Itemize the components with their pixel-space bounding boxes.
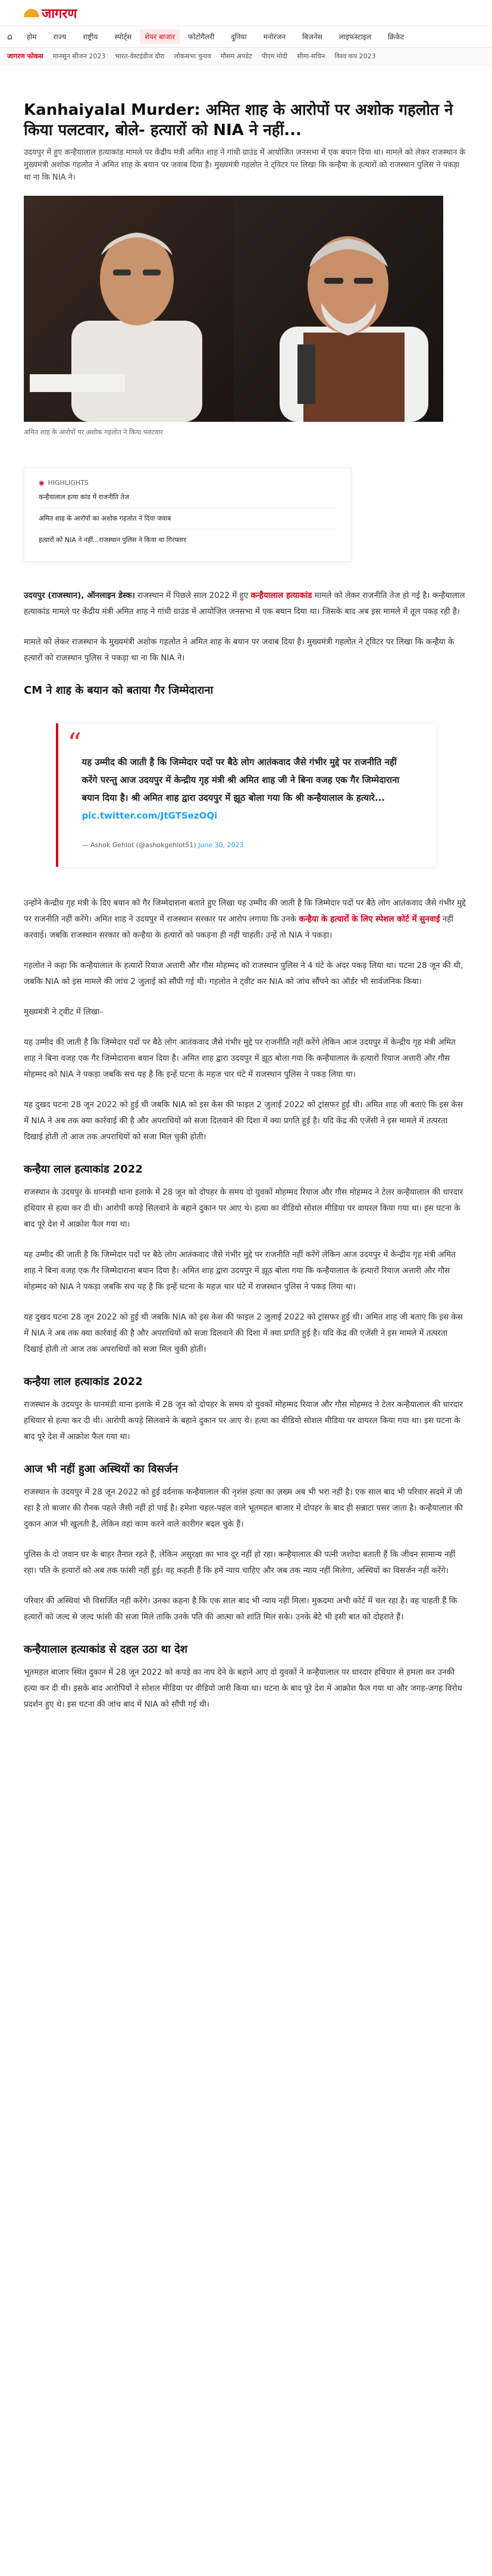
trending-item[interactable]: मानसून सीजन 2023 — [52, 52, 106, 60]
section-heading: कन्हैयालाल हत्याकांड से दहल उठा था देश — [24, 1643, 187, 1656]
paragraph: मामले को लेकर राजस्थान के मुख्यमंत्री अशोक गहलोत ने अमित शाह के बयान पर जवाब दिया है। मुख्यमंत्री गहलोत ने ट्विटर पर लिखा कि कन्हैया के हत्यारों को राजस्थान पुलिस ने पकड़ा था ना कि NIA ने। — [24, 637, 455, 663]
paragraph: राजस्थान के उदयपुर के धानमंडी थाना इलाके में 28 जून को दोपहर के समय दो युवकों मोहम्मद रियाज और गौस मोहम्मद ने टेलर कन्हैयालाल की धारदार हथियार से हत्या कर दी थी। आरोपी कपड़े सिलवाने के बहाने दुकान पर आए थे। हत्या का वीडियो सोशल मीडिया पर वायरल किया गया था। इस घटना के बाद पूरे देश में आक्रोश फैल गया था। — [24, 1187, 463, 1229]
hero-image — [24, 196, 443, 422]
paragraph: परिवार की अस्थियां भी विसर्जित नहीं करेंगे। उनका कहना है कि एक साल बाद भी न्याय नहीं मिला। मुकदमा अभी कोर्ट में चल रहा है। वह चाहती हैं कि हत्यारों को जल्द से जल्द फांसी की सजा मिले ताकि उनके पति की आत्मा को शांति मिल सके। उनके बेटे भी इसी बात को दोहराते हैं। — [24, 1596, 457, 1622]
tweet-date[interactable]: June 30, 2023 — [198, 841, 244, 849]
hero-illustration — [24, 196, 443, 422]
trending-bar — [0, 48, 492, 65]
paragraph-text: मामले को लेकर राजनीति तेज हो गई है। कन्हैयालाल हत्याकांड मामले पर केंद्रीय मंत्री अमित शाह ने गांधी ग्राउंड में आयोजित जनसभा में एक बयान दिया था। जिसके बाद अब इस मामले में तूल पकड़ रही है। — [24, 591, 465, 616]
paragraph: यह दुखद घटना 28 जून 2022 को हुई थी जबकि NIA को इस केस की फाइल 2 जुलाई 2022 को ट्रांसफर हुई थी। अमित शाह जी बताएं कि इस केस में NIA ने अब तक क्या कार्रवाई की है और अपराधियों को सजा दिलवाने की दिशा में क्या प्रगति हुई है। यदि केंद्र की एजेंसी ने इस मामले में तत्परता दिखाई होती तो आज तक अपराधियों को सजा मिल चुकी होती। — [24, 1100, 463, 1142]
paragraph: गहलोत ने कहा कि कन्हैयालाल के हत्यारों रियाज अत्तारी और गौस मोहम्मद को राजस्थान पुलिस ने 4 घंटे के अंदर पकड़ लिया था। घटना 28 जून की थी, जबकि NIA को इस मामले की जांच 2 जुलाई को सौंपी गई थी। गहलोत ने ट्वीट कर NIA को जांच सौंपने का ऑर्डर भी सार्वजनिक किया। — [24, 961, 463, 986]
trending-item[interactable]: लोकसभा चुनाव — [174, 52, 211, 60]
highlight-item: कन्हैयालाल हत्या कांड में राजनीति तेज — [39, 487, 336, 508]
highlight-item: हत्यारों को NIA ने नहीं...राजस्थान पुलिस ने किया था गिरफ्तार — [39, 536, 186, 544]
image-caption: अमित शाह के आरोपों पर अशोक गहलोत ने किया पलटवार — [24, 428, 163, 436]
section-heading: आज भी नहीं हुआ अस्थियों का विसर्जन — [24, 1463, 178, 1475]
highlights-icon: ◉ — [39, 479, 45, 487]
highlights-label: HIGHLIGHTS — [48, 479, 89, 487]
paragraph: पुलिस के दो जवान घर के बाहर तैनात रहते हैं, लेकिन असुरक्षा का भाव दूर नहीं हो रहा। कन्हैयालाल की पत्नी जशोदा बताती हैं कि जीवन सामान्य नहीं रहा। पति के हत्यारों को अब तक फांसी नहीं हुई। वह कहती हैं कि हमें न्याय चाहिए और जब तक न्याय नहीं मिलेगा, अस्थियों का विसर्जन नहीं करेंगे। — [24, 1550, 456, 1575]
nav-item[interactable]: दुनिया — [231, 33, 247, 41]
section-heading: CM ने शाह के बयान को बताया गैर जिम्मेदाराना — [24, 684, 214, 697]
embedded-tweet[interactable] — [56, 723, 437, 867]
logo-text: जागरण — [42, 5, 77, 21]
nav-item[interactable]: क्रिकेट — [387, 33, 405, 41]
home-icon[interactable]: ⌂ — [7, 32, 12, 42]
paragraph: भूतमहल बाजार स्थित दुकान में 28 जून 2022 को कपड़े का नाप देने के बहाने आए दो युवकों ने कन्हैयालाल पर धारदार हथियार से हमला कर उनकी हत्या कर दी थी। इसके बाद आरोपियों ने सोशल मीडिया पर वीडियो जारी किया था। घटना के बाद पूरे देश में आक्रोश फैल गया था और जगह-जगह विरोध प्रदर्शन हुए थे। इस घटना की जांच बाद में NIA को सौंपी गई थी। — [24, 1668, 462, 1709]
page-bottom — [0, 2571, 492, 2576]
article-lead: उदयपुर में हुए कन्हैयालाल हत्याकांड मामले पर केंद्रीय मंत्री अमित शाह ने गांधी ग्राउंड में आयोजित जनसभा में एक बयान दिया था। मामले को लेकर राजस्थान के मुख्यमंत्री अशोक गहलोत ने अमित शाह के बयान पर जवाब दिया है। मुख्यमंत्री गहलोत ने ट्विटर पर लिखा कि कन्हैया के हत्यारों को राजस्थान पुलिस ने पकड़ा था ना कि NIA ने। — [24, 148, 466, 182]
nav-item[interactable]: राज्य — [53, 33, 67, 41]
paragraph-text: उन्होंने केन्द्रीय गृह मंत्री के दिए बयान को गैर जिम्मेदाराना बताते हुए लिखा यह उम्मीद की जाती है कि जिम्मेदार पदों पर बैठे लोग आतंकवाद जैसे गंभीर मुद्दे पर राजनीति नहीं करेंगे। अमित शाह ने उदयपुर में राजस्थान सरकार पर आरोप लगाया कि उनके — [24, 898, 466, 924]
paragraph: राजस्थान के उदयपुर में 28 जून 2022 को हुई दर्दनाक कन्हैयालाल की नृशंस हत्या का ज़ख्म अब भी भरा नहीं है। एक साल बाद भी परिवार सदमे में जी रहा है तो बाजार की रौनक पहले जैसी नहीं हो पाई है। हमेशा चहल-पहल वाले भूतमहल बाजार में दोपहर के बाद ही सन्नाटा पसर जाता है। कन्हैयालाल की दुकान आज भी खुलती है, लेकिन वहां काम करने वाले कारीगर बदल चुके हैं। — [24, 1487, 463, 1529]
nav-item[interactable]: स्पोर्ट्स — [114, 33, 132, 41]
highlights-header — [39, 479, 336, 487]
inline-link[interactable]: कन्हैयालाल हत्याकांड — [250, 591, 312, 600]
highlights-box — [24, 468, 351, 562]
inline-link[interactable]: कन्हैया के हत्यारों के लिए स्पेशल कोर्ट में सुनवाई — [299, 914, 440, 924]
paragraph — [24, 588, 468, 620]
paragraph-text: राजस्थान में पिछले साल 2022 में हुए — [134, 591, 251, 600]
paragraph: मुख्यमंत्री ने ट्वीट में लिखा- — [24, 1007, 103, 1017]
nav-item[interactable]: फोटोगैलरी — [187, 33, 215, 41]
tweet-meta — [82, 841, 413, 849]
paragraph: राजस्थान के उदयपुर के धानमंडी थाना इलाके में 28 जून को दोपहर के समय दो युवकों मोहम्मद रियाज और गौस मोहम्मद ने टेलर कन्हैयालाल की धारदार हथियार से हत्या कर दी थी। आरोपी कपड़े सिलवाने के बहाने दुकान पर आए थे। हत्या का वीडियो सोशल मीडिया पर वायरल किया गया था। इस घटना के बाद पूरे देश में आक्रोश फैल गया था। — [24, 1400, 463, 1441]
section-heading: कन्हैया लाल हत्याकांड 2022 — [24, 1163, 143, 1176]
main-nav — [0, 26, 492, 48]
trending-item[interactable]: सीमा-सचिन — [297, 52, 325, 60]
nav-item[interactable]: राष्ट्रीय — [83, 33, 98, 41]
tweet-body — [82, 753, 413, 825]
nav-item[interactable]: मनोरंजन — [263, 33, 286, 41]
nav-item[interactable]: होम — [26, 33, 37, 41]
paragraph: यह दुखद घटना 28 जून 2022 को हुई थी जबकि NIA को इस केस की फाइल 2 जुलाई 2022 को ट्रांसफर हुई थी। अमित शाह जी बताएं कि इस केस में NIA ने अब तक क्या कार्रवाई की है और अपराधियों को सजा दिलवाने की दिशा में क्या प्रगति हुई है। यदि केंद्र की एजेंसी ने इस मामले में तत्परता दिखाई होती तो आज तक अपराधियों को सजा मिल चुकी होती। — [24, 1312, 463, 1354]
paragraph: यह उम्मीद की जाती है कि जिम्मेदार पदों पर बैठे लोग आतंकवाद जैसे गंभीर मुद्दे पर राजनीति नहीं करेंगे लेकिन आज उदयपुर में केन्द्रीय गृह मंत्री अमित शाह ने बिना वजह एक गैर जिम्मेदाराना बयान दिया है। अमित शाह द्वारा उदयपुर में झूठ बोला गया कि कन्हैयालाल के हत्यारों रियाज अत्तारी और गौस मोहम्मद को NIA ने पकड़ा जबकि सच यह है कि इन्हें घटना के महज चार घंटे में राजस्थान पुलिस ने पकड़ लिया था। — [24, 1038, 456, 1079]
tweet-text: यह उम्मीद की जाती है कि जिम्मेदार पदों पर बैठे लोग आतंकवाद जैसे गंभीर मुद्दे पर राजनीति नहीं करेंगे परन्तु आज उदयपुर में केन्द्रीय गृह मंत्री श्री अमित शाह जी ने बिना वजह एक गैर जिम्मेदाराना बयान दिया है। श्री अमित शाह द्वारा उदयपुर में झूठ बोला गया कि श्री कन्हैयालाल के हत्यारे... — [82, 757, 400, 803]
top-bar — [0, 0, 492, 26]
trending-label: जागरण फोकस — [7, 52, 43, 60]
sun-icon — [24, 9, 39, 17]
trending-item[interactable]: भारत-वेस्टइंडीज दौरा — [115, 52, 165, 60]
section-heading: कन्हैया लाल हत्याकांड 2022 — [24, 1375, 143, 1388]
article-title: Kanhaiyalal Murder: अमित शाह के आरोपों पर अशोक गहलोत ने किया पलटवार, बोले- हत्यारों को NIA ने नहीं... — [24, 101, 453, 139]
article — [0, 100, 492, 1713]
site-logo[interactable] — [24, 4, 77, 22]
nav-item-active[interactable]: शेयर बाजार — [140, 29, 180, 44]
dateline: उदयपुर (राजस्थान), ऑनलाइन डेस्क। — [24, 591, 135, 600]
nav-item[interactable]: लाइफस्टाइल — [339, 33, 371, 41]
tweet-author: — Ashok Gehlot (@ashokgehlot51) — [82, 841, 196, 849]
trending-item[interactable]: मौसम अपडेट — [220, 52, 252, 60]
nav-item[interactable]: बिजनेस — [302, 33, 322, 41]
tweet-link[interactable]: pic.twitter.com/JtGTSezOQi — [82, 810, 218, 821]
paragraph — [24, 895, 468, 944]
highlight-item: अमित शाह के आरोपों का अशोक गहलोत ने दिया जवाब — [39, 508, 336, 529]
paragraph-text: नहीं करवाई। जबकि राजस्थान सरकार को कन्हैया के हत्यारों को पकड़ना ही नहीं चाहती। उन्हें तो NIA ने पकड़ा। — [24, 914, 453, 940]
trending-item[interactable]: विश्व कप 2023 — [334, 52, 376, 60]
quote-icon: “ — [67, 727, 82, 759]
paragraph: यह उम्मीद की जाती है कि जिम्मेदार पदों पर बैठे लोग आतंकवाद जैसे गंभीर मुद्दे पर राजनीति नहीं करेंगे लेकिन आज उदयपुर में केन्द्रीय गृह मंत्री अमित शाह ने बिना वजह एक गैर जिम्मेदाराना बयान दिया है। अमित शाह द्वारा उदयपुर में झूठ बोला गया कि कन्हैयालाल के हत्यारों रियाज अत्तारी और गौस मोहम्मद को NIA ने पकड़ा जबकि सच यह है कि इन्हें घटना के महज चार घंटे में राजस्थान पुलिस ने पकड़ लिया था। — [24, 1250, 456, 1292]
trending-item[interactable]: पीएम मोदी — [261, 52, 288, 60]
